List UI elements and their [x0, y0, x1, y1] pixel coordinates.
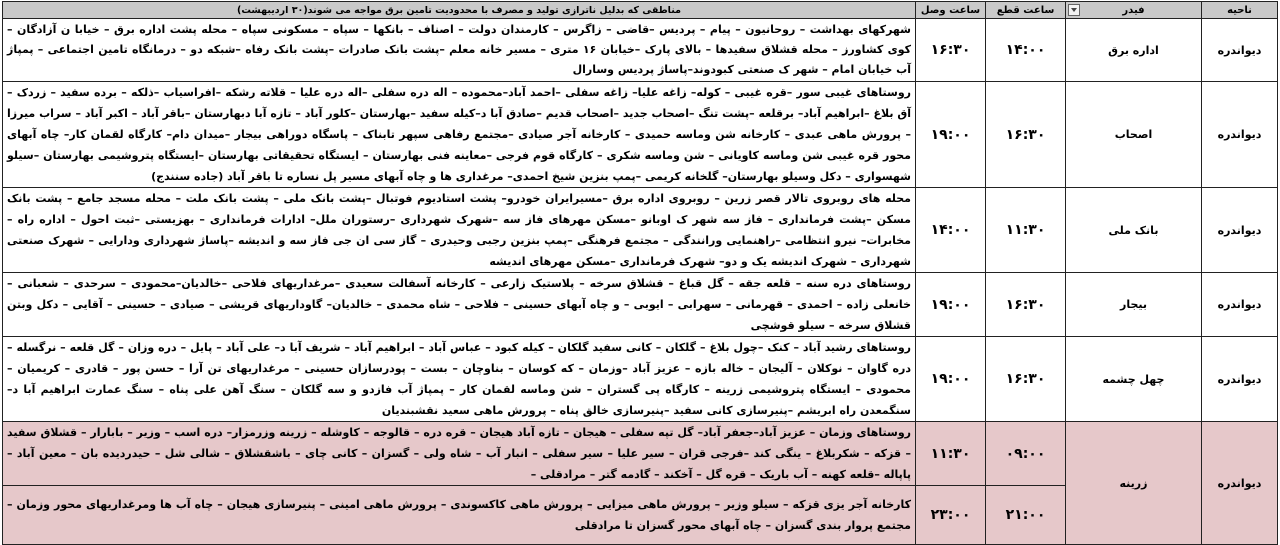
header-cut-time: ساعت قطع — [986, 2, 1066, 19]
connect-time-cell: ۱۹:۰۰ — [916, 273, 986, 337]
feeder-cell: چهل چشمه — [1066, 337, 1202, 422]
feeder-cell: اصحاب — [1066, 82, 1202, 188]
region-cell: دیواندره — [1202, 19, 1278, 82]
connect-time-cell: ۱۴:۰۰ — [916, 188, 986, 273]
areas-cell — [3, 337, 916, 422]
areas-cell — [3, 188, 916, 273]
cut-time-cell: ۱۱:۳۰ — [986, 188, 1066, 273]
table-row — [3, 337, 1278, 422]
feeder-cell: اداره برق — [1066, 19, 1202, 82]
connect-time-cell: ۱۹:۰۰ — [916, 82, 986, 188]
cut-time-cell: ۰۹:۰۰ — [986, 422, 1066, 486]
header-connect-time: ساعت وصل — [916, 2, 986, 19]
areas-text: محله های روبروی تالار قصر زرین – روبروی اداره برق –مسیرایران خودرو– پشت استادیوم فوتبال –پشت بانک ملی – پشت بانک ملت – محله مسجد جامع – پشت بانک مسکن –پشت فرمانداری – فاز سه شهر ک اوبانو –مسکن مهرهای فاز سه –شهرک شهرداری –رستوران ملل– ادارات فرمانداری – بهزیستی –ثبت احول – اداره راه – مخابرات– نیرو انتظامی –راهنمایی ورانندگی – مجتمع فرهنگی –پمپ بنزین رجبی وحیدری – گاز سی ان جی فاز سه و اندیشه –پاساژ شهرداری ودارایی – شهرک صنعتی شهرداری – شهرک اندیشه یک و دو– شهرک فرمانداری –مسکن مهرهای اندیشه — [7, 192, 911, 268]
areas-cell — [3, 486, 916, 545]
table-row — [3, 188, 1278, 273]
filter-dropdown-icon[interactable] — [1068, 4, 1080, 16]
areas-cell — [3, 273, 916, 337]
header-region: ناحیه — [1202, 2, 1278, 19]
feeder-cell: بانک ملی — [1066, 188, 1202, 273]
table-row — [3, 19, 1278, 82]
table-row-highlighted — [3, 422, 1278, 486]
table-row — [3, 82, 1278, 188]
connect-time-cell: ۱۹:۰۰ — [916, 337, 986, 422]
areas-text: کارخانه آجر یزی قزکه – سیلو وزیر – پرورش ماهی میزایی – پرورش ماهی کاکسوندی – پرورش ماهی امینی – پنیرسازی هیجان – چاه آب ها ومرغداریهای محور وزمان – مجتمع پروار بندی گسزان – چاه آبهای محور گسزان تا مرادقلی — [7, 498, 911, 532]
cut-time-cell: ۱۶:۳۰ — [986, 82, 1066, 188]
feeder-cell: بیجار — [1066, 273, 1202, 337]
header-areas: مناطقی که بدلیل ناترازی تولید و مصرف با محدودیت تامین برق مواجه می شوند(۳۰ اردیبهشت) — [3, 2, 916, 19]
region-cell: دیواندره — [1202, 337, 1278, 422]
cut-time-cell: ۱۴:۰۰ — [986, 19, 1066, 82]
header-row — [3, 2, 1278, 19]
areas-text: روستاهای دره سنه – قلعه جقه – گل قباغ – قشلاق سرخه – پلاستیک زارعی – کارخانه آسفالت سعیدی –مرغداریهای فلاحی –خالدیان–محمودی – سرحدی – شعبانی – خانعلی زاده – احمدی – قهرمانی – سهرابی – ایوبی – و چاه آبهای حسینی – فلاحی – شاه محمدی – خالدیان– گاوداریهای قریشی – صیادی – حسینی – آقایی – دکل وبتن قشلاق سرخه – سیلو قوشچی — [7, 277, 911, 332]
connect-time-cell: ۱۱:۳۰ — [916, 422, 986, 486]
region-cell: دیواندره — [1202, 188, 1278, 273]
table-row — [3, 273, 1278, 337]
connect-time-cell: ۱۶:۳۰ — [916, 19, 986, 82]
areas-cell — [3, 422, 916, 486]
header-feeder[interactable] — [1066, 2, 1202, 19]
areas-cell — [3, 19, 916, 82]
feeder-cell: زرینه — [1066, 422, 1202, 545]
region-cell: دیواندره — [1202, 82, 1278, 188]
cut-time-cell: ۱۶:۳۰ — [986, 337, 1066, 422]
areas-text: روستاهای رشید آباد – کنک –چول بلاغ – گلکان – کانی سفید گلکان – کیله کبود – عباس آباد – ابراهیم آباد – شریف آبا د– علی آباد – پایل – دره وزان – گل قلعه – نرگسله – دره گاوان – نوکلان – آلیجان – خاله بازه – عزیز آباد –وزمان – که کوسان – بناوچان – بست – پودرسازان حسینی – مرغداریهای تن آرا – حسن پور – قادری – کریمیان – محمودی – ایستگاه پتروشیمی زرینه – کارگاه پی گستران – شن وماسه لقمان کار – پمپاژ آب فازدو و سه گلکان – سنگ آهن علی پناه – سنگ عمارت ابراهیم آبا د–سنگمعدن راه ابریشم –پنیرسازی کانی سفید –پنیرسازی خالق پناه – پرورش ماهی سعید نقشبندیان — [7, 341, 911, 417]
cut-time-cell: ۱۶:۳۰ — [986, 273, 1066, 337]
header-feeder-label: فیدر — [1122, 4, 1145, 16]
cut-time-cell: ۲۱:۰۰ — [986, 486, 1066, 545]
connect-time-cell: ۲۳:۰۰ — [916, 486, 986, 545]
areas-text: روستاهای غیبی سور –قره غیبی – کوله– زاغه علیا– زاغه سفلی –احمد آباد–محموده – اله دره سفلی –اله دره علیا – قلاته رشکه –افراسیاب –ذلکه – برده سفید – زردک – آق بلاغ –ابراهیم آباد– برقلعه –پشت تنگ –اصحاب جدید –اصحاب قدیم –صادق آبا د–کیله سفید –بهارستان –کلور آباد – تازه آبا دبهارستان –باقر آباد – اکبر آباد – سراب میرزا – پرورش ماهی عبدی – کارخانه شن وماسه حمیدی – کارخانه آجر صیادی –مجتمع رفاهی سپهر تابناک – پاسگاه دوراهی بیجار –میدان دام– کارگاه لقمان کار– چاه آبهای محور قره غیبی شن وماسه کاویانی – شن وماسه شکری – کارگاه قوم فرجی –معاینه فنی بهارستان – ایستگاه تحقیقاتی بهارستان –ایستگاه پتروشیمی بهارستان –سیلو شهسواری – دکل وسیلو بهارستان– گلخانه کریمی –پمپ بنزین شیخ احمدی– مرغداری ها و چاه آبهای مسیر پل نساره تا باقر آباد (جاده سنندج) — [7, 86, 911, 183]
region-cell: دیواندره — [1202, 422, 1278, 545]
areas-text: روستاهای وزمان – عزیز آباد–جعفر آباد– گل تپه سفلی – هیجان – تازه آباد هیجان – قره دره – قالوجه – کاوشله – زرینه وزرمزار– دره اسب – وزیر – بابارار – قشلاق سفید – قزکه – شکربلاغ – ینگی کند –فرجی قران – سیر علیا – سیر سفلی – انبار آب – شاه ولی – گسزان – کانی چای – باشقشلاق – شالی شل – حیدردیده بان – معین آباد – پاپاله –قلعه کهنه – آب باریک – قره گل – آخکند – گادمه گتر – مرادقلی – — [7, 426, 911, 481]
power-outage-table — [2, 1, 1278, 545]
areas-text: شهرکهای بهداشت – روحانیون – پیام – پردیس –قاضی – زاگرس – کارمندان دولت – اصناف – بانکها – سپاه – مسکونی سپاه – محله پشت اداره برق – خیابا ن آزادگان – کوی کشاورز – محله قشلاق سفیدها – بالای پارک –خیابان ۱۶ متری – مسیر خانه معلم –پشت بانک صادرات –پشت بانک رفاه –شبکه دو – درمانگاه تامین اجتماعی – پمپاژ آب خیابان امام – شهر ک صنعتی کبودوند–پاساژ پردیس وسارال — [7, 23, 911, 76]
region-cell: دیواندره — [1202, 273, 1278, 337]
areas-cell — [3, 82, 916, 188]
